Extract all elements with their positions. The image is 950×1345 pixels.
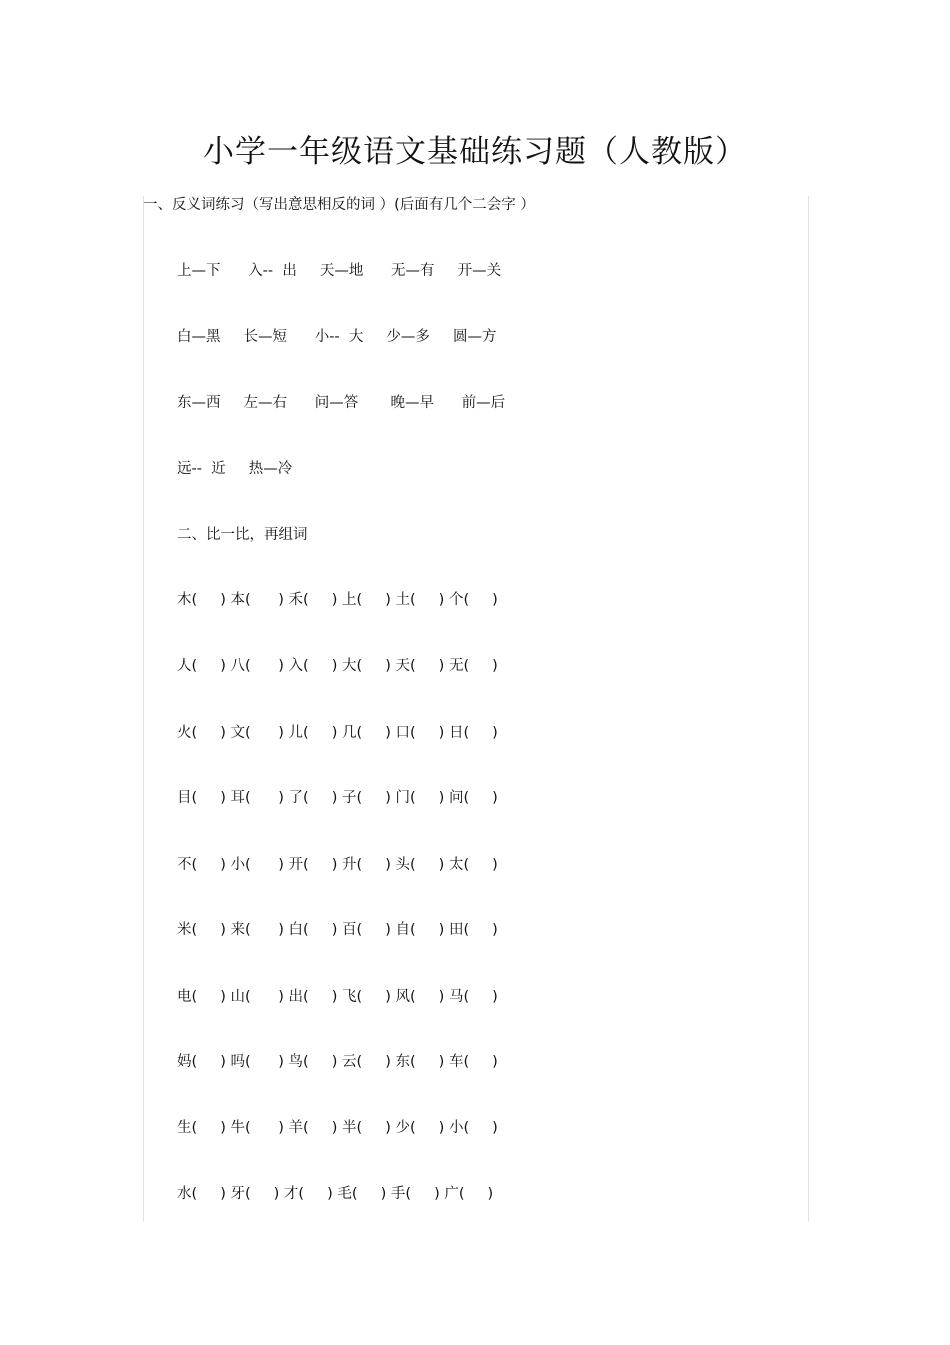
- section-heading-compare: 二、比一比，再组词: [177, 527, 308, 543]
- word-group-row: 水( ) 牙( ) 才( ) 毛( ) 手( ) 广( ): [177, 1186, 494, 1202]
- word-group-row: 火( ) 文( ) 儿( ) 几( ) 口( ) 日( ): [177, 725, 498, 741]
- word-group-row: 木( ) 本( ) 禾( ) 上( ) 土( ) 个( ): [177, 592, 498, 608]
- antonym-row: 东—西 左—右 问—答 晚—早 前—后: [177, 395, 506, 411]
- page-title: 小学一年级语文基础练习题（人教版）: [203, 134, 747, 170]
- word-group-row: 不( ) 小( ) 开( ) 升( ) 头( ) 太( ): [177, 857, 498, 873]
- word-group-row: 电( ) 山( ) 出( ) 飞( ) 风( ) 马( ): [177, 989, 498, 1005]
- word-group-row: 米( ) 来( ) 白( ) 百( ) 自( ) 田( ): [177, 922, 498, 938]
- section-heading-antonyms: 一、反义词练习（写出意思相反的词 ）(后面有几个二会字 ）: [143, 197, 535, 213]
- word-group-row: 目( ) 耳( ) 了( ) 子( ) 门( ) 问( ): [177, 790, 498, 806]
- antonym-row: 白—黑 长—短 小-- 大 少—多 圆—方: [177, 329, 497, 345]
- word-group-row: 妈( ) 吗( ) 鸟( ) 云( ) 东( ) 车( ): [177, 1054, 498, 1070]
- antonym-row: 远-- 近 热—冷: [177, 461, 293, 477]
- word-group-row: 生( ) 牛( ) 羊( ) 半( ) 少( ) 小( ): [177, 1120, 498, 1136]
- antonym-row: 上—下 入-- 出 天—地 无—有 开—关: [177, 263, 502, 279]
- word-group-row: 人( ) 八( ) 入( ) 大( ) 天( ) 无( ): [177, 658, 498, 674]
